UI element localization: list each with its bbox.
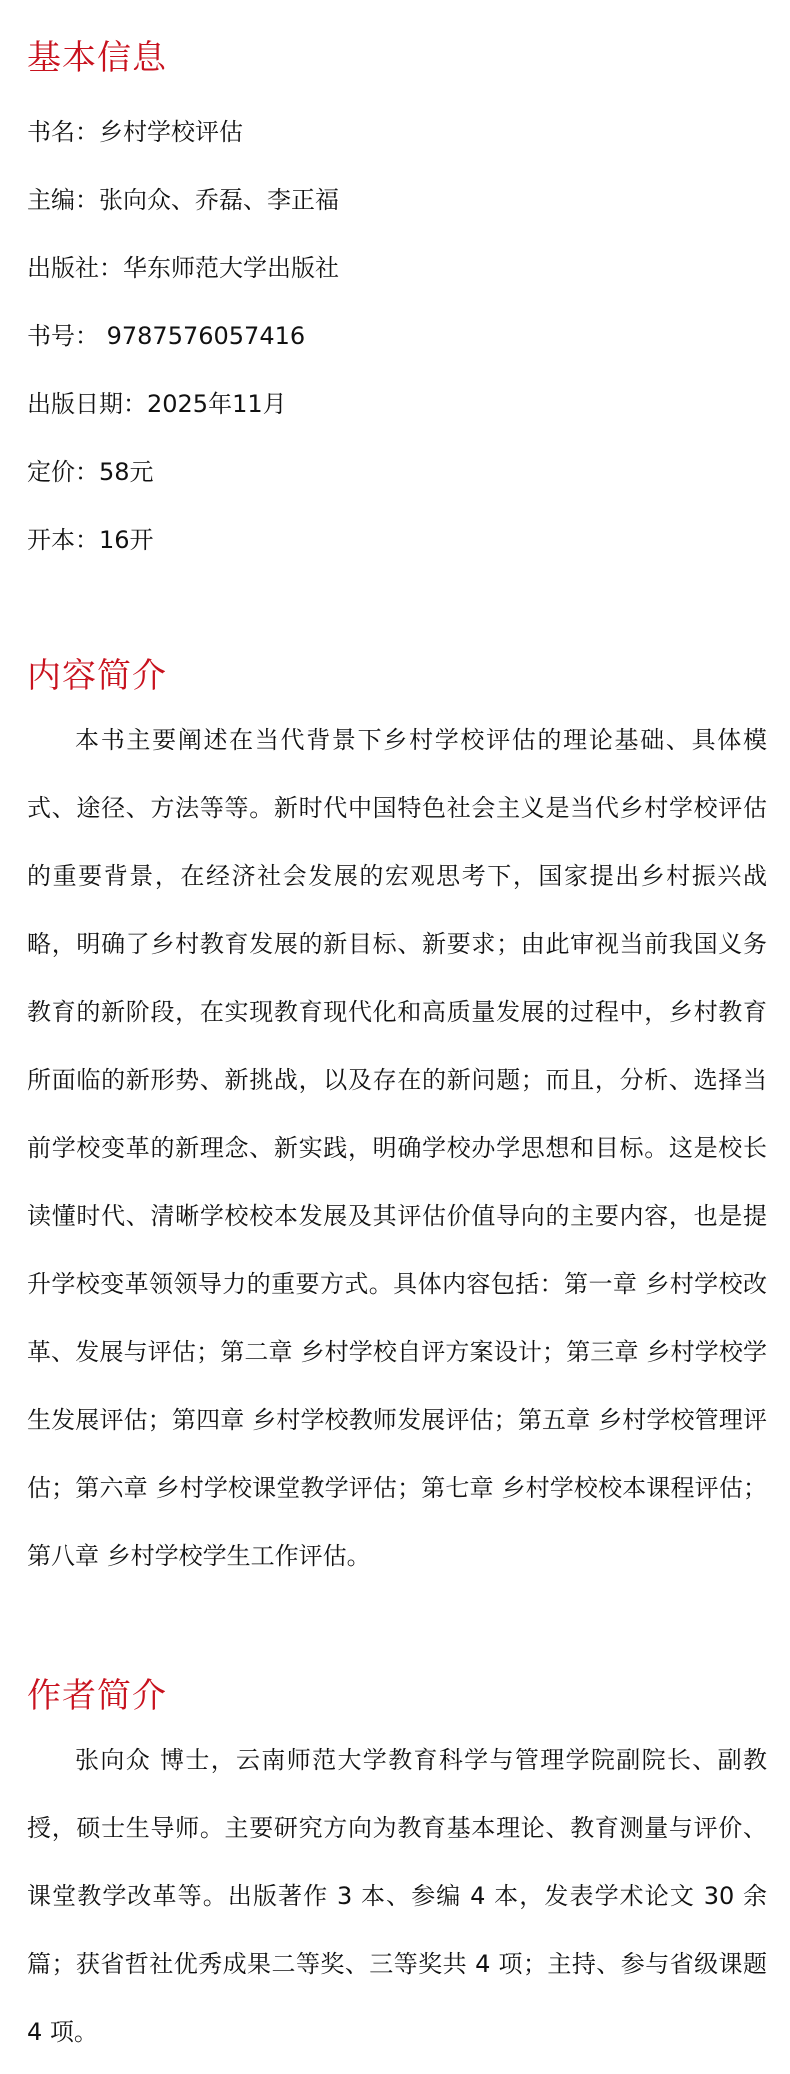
- pub-date-line: 出版日期：2025年11月: [27, 390, 287, 418]
- editors-line: 主编：张向众、乔磊、李正福: [27, 186, 339, 214]
- basic-info-heading: 基本信息: [27, 38, 167, 78]
- author-intro-heading: 作者简介: [27, 1676, 167, 1716]
- content-intro-text: 本书主要阐述在当代背景下乡村学校评估的理论基础、具体模式、途径、方法等等。新时代中国特色社会主义是当代乡村学校评估的重要背景，在经济社会发展的宏观思考下，国家提出乡村振兴战略，明确了乡村教育发展的新目标、新要求；由此审视当前我国义务教育的新阶段，在实现教育现代化和高质量发展的过程中，乡村教育所面临的新形势、新挑战，以及存在的新问题；而且，分析、选择当前学校变革的新理念、新实践，明确学校办学思想和目标。这是校长读懂时代、清晰学校校本发展及其评估价值导向的主要内容，也是提升学校变革领领导力的重要方式。具体内容包括：第一章 乡村学校改革、发展与评估；第二章 乡村学校自评方案设计；第三章 乡村学校学生发展评估；第四章 乡村学校教师发展评估；第五章 乡村学校管理评估；第六章 乡村学校课堂教学评估；第七章 乡村学校校本课程评估；第八章 乡村学校学生工作评估。: [27, 726, 767, 1570]
- publisher-line: 出版社：华东师范大学出版社: [27, 254, 339, 282]
- content-intro-heading: 内容简介: [27, 656, 167, 696]
- author-intro-text: 张向众 博士，云南师范大学教育科学与管理学院副院长、副教授，硕士生导师。主要研究方向为教育基本理论、教育测量与评价、课堂教学改革等。出版著作 3 本、参编 4 本，发表学术论文 30 余篇；获省哲社优秀成果二等奖、三等奖共 4 项；主持、参与省级课题 4 项。: [27, 1746, 767, 2046]
- book-name-line: 书名：乡村学校评估: [27, 118, 243, 146]
- isbn-line: 书号： 9787576057416: [27, 322, 306, 350]
- format-line: 开本：16开: [27, 526, 154, 554]
- price-line: 定价：58元: [27, 458, 154, 486]
